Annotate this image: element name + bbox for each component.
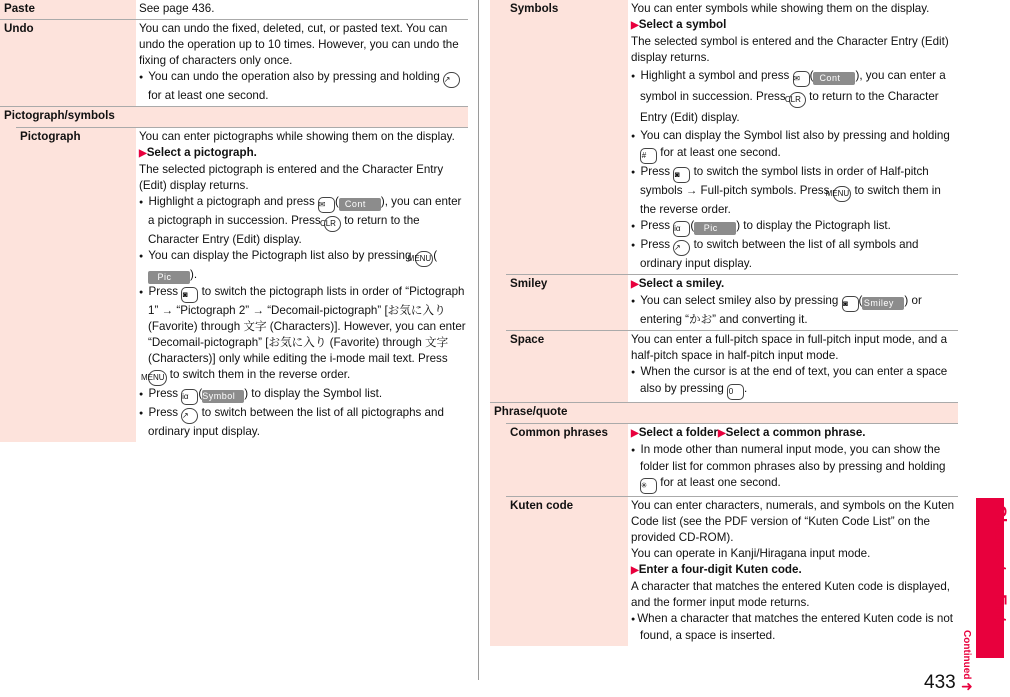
step-arrow-icon: ▶ (139, 148, 147, 159)
label-common-phrases: Common phrases (506, 424, 628, 496)
next-page-arrow-icon: ➜ (961, 678, 973, 694)
undo-bullet: ● You can undo the operation also by pressing and holding ↗ for at least one second. (139, 69, 468, 104)
smiley-bullet: ● You can select smiley also by pressing ◙ (Smiley ) or entering “かお” and converting it. (631, 293, 958, 328)
step-arrow-icon: ▶ (631, 565, 639, 576)
row-kuten-code (506, 496, 958, 646)
row-undo (0, 19, 468, 106)
row-space (506, 330, 958, 402)
label-space: Space (506, 331, 628, 402)
star-key-icon: ✳ (640, 478, 657, 494)
camera-key-icon: ◙ (842, 296, 859, 312)
space-bullet: ● When the cursor is at the end of text, you can enter a space also by pressing 0 . (631, 364, 958, 400)
pic-softkey: Pic (694, 222, 736, 235)
column-divider (478, 0, 479, 680)
undo-text: You can undo the fixed, deleted, cut, or pasted text. You can undo the operation up to 10 times. However, you can undo the fixing of characters only once. (139, 22, 459, 67)
mail-key-icon: ✉ (793, 71, 810, 87)
imode-key-icon: iα (181, 389, 198, 405)
camera-key-icon: ◙ (673, 167, 690, 183)
menu-key-icon: MENU (833, 186, 852, 202)
hash-key-icon: # (640, 148, 657, 164)
row-paste (0, 0, 468, 19)
zero-key-icon: 0 (727, 384, 744, 400)
step-arrow-icon: ▶ (631, 428, 639, 439)
kuten-bullet: ● When a character that matches the entered Kuten code is not found, a space is inserted. (631, 611, 958, 644)
symbols-text: The selected symbol is entered and the Character Entry (Edit) display returns. (631, 35, 949, 64)
clr-key-icon: CLR (789, 92, 806, 108)
smiley-step: ▶Select a smiley. (631, 277, 725, 290)
step-arrow-icon: ▶ (631, 20, 639, 31)
call-key-icon: ↗ (181, 408, 198, 424)
label-pictograph: Pictograph (16, 128, 136, 442)
symbol-softkey: Symbol (202, 390, 244, 403)
camera-key-icon: ◙ (181, 287, 198, 303)
call-key-icon: ↗ (443, 72, 460, 88)
pictograph-text: The selected pictograph is entered and the Character Entry (Edit) display returns. (139, 163, 444, 192)
right-column (490, 0, 958, 646)
common-bullet: ● In mode other than numeral input mode, you can show the folder list for common phrases also by pressing and holding ✳ for at least one second. (631, 442, 958, 494)
label-paste: Paste (0, 0, 136, 19)
pictograph-bullet-3: ● Press ◙ to switch the pictograph lists in order of “Pictograph 1” → “Pictograph 2” → “Decomail-pictograph” [お気に入り (Favorite) through 文字 (Characters)]. However, you can enter “Decomail-pictograph” [お気に入り (Favorite) through 文字 (Characters)] only while editing the i-mode mail text. Press MENU to switch them in the reverse order. (139, 284, 468, 386)
symbols-bullet-2: ● You can display the Symbol list also by pressing and holding # for at least one second. (631, 128, 958, 164)
paste-text: See page 436. (139, 2, 215, 15)
symbols-bullet-3: ● Press ◙ to switch the symbol lists in order of Half-pitch symbols → Full-pitch symbols. Press MENU to switch them in the reverse order. (631, 164, 958, 218)
symbols-bullet-5: ● Press ↗ to switch between the list of all symbols and ordinary input display. (631, 237, 958, 272)
menu-key-icon: MENU (148, 370, 167, 386)
label-undo: Undo (0, 20, 136, 106)
space-text: You can enter a full-pitch space in full-pitch input mode, and a half-pitch space in half-pitch input mode. (631, 333, 948, 362)
kuten-text-3: A character that matches the entered Kuten code is displayed, and the former input mode returns. (631, 580, 951, 609)
imode-key-icon: iα (673, 221, 690, 237)
pictograph-bullet-5: ● Press ↗ to switch between the list of all pictographs and ordinary input display. (139, 405, 468, 440)
kuten-step: ▶Enter a four-digit Kuten code. (631, 563, 802, 576)
row-symbols (506, 0, 958, 274)
call-key-icon: ↗ (673, 240, 690, 256)
cont-softkey: Cont (813, 72, 855, 85)
label-smiley: Smiley (506, 275, 628, 330)
row-common-phrases (506, 423, 958, 496)
smiley-softkey: Smiley (862, 297, 904, 310)
pictograph-bullet-4: ● Press iα (Symbol ) to display the Symbol list. (139, 386, 468, 405)
left-column (0, 0, 468, 442)
row-smiley (506, 274, 958, 330)
pictograph-bullet-2: ● You can display the Pictograph list also by pressing MENU (Pic ). (139, 248, 468, 284)
label-symbols: Symbols (506, 0, 628, 274)
pic-softkey: Pic (148, 271, 190, 284)
kuten-text-1: You can enter characters, numerals, and symbols on the Kuten Code list (see the PDF version of “Kuten Code List” on the provided CD-ROM). (631, 499, 955, 544)
symbols-bullet-1: ● Highlight a symbol and press ✉ ( Cont ), you can enter a symbol in succession. Press CLR to return to the Character Entry (Edit) display. (631, 66, 958, 128)
common-step: ▶Select a folder▶Select a common phrase. (631, 426, 866, 439)
pictograph-intro: You can enter pictographs while showing them on the display. (139, 130, 455, 143)
step-arrow-icon: ▶ (717, 428, 726, 439)
continued-label: Continued (961, 630, 972, 680)
step-arrow-icon: ▶ (631, 279, 639, 290)
menu-key-icon: MENU (415, 251, 434, 267)
clr-key-icon: CLR (324, 216, 341, 232)
cont-softkey: Cont (339, 198, 381, 211)
symbols-step: ▶Select a symbol (631, 18, 727, 31)
section-pictograph-symbols: Pictograph/symbols (0, 106, 468, 127)
chapter-title: Character Entry (991, 505, 1010, 641)
symbols-intro: You can enter symbols while showing them on the display. (631, 2, 930, 15)
mail-key-icon: ✉ (318, 197, 335, 213)
pictograph-step: ▶Select a pictograph. (139, 146, 257, 159)
section-phrase-quote: Phrase/quote (490, 402, 958, 423)
label-kuten-code: Kuten code (506, 497, 628, 646)
page-number: 433 (924, 672, 956, 693)
symbols-bullet-4: ● Press iα ( Pic ) to display the Pictograph list. (631, 218, 958, 237)
kuten-text-2: You can operate in Kanji/Hiragana input mode. (631, 547, 871, 560)
row-pictograph (16, 127, 468, 442)
pictograph-bullet-1: ● Highlight a pictograph and press ✉ ( Cont ), you can enter a pictograph in succession. Press CLR to return to the Character Entry (Edit) display. (139, 194, 468, 248)
